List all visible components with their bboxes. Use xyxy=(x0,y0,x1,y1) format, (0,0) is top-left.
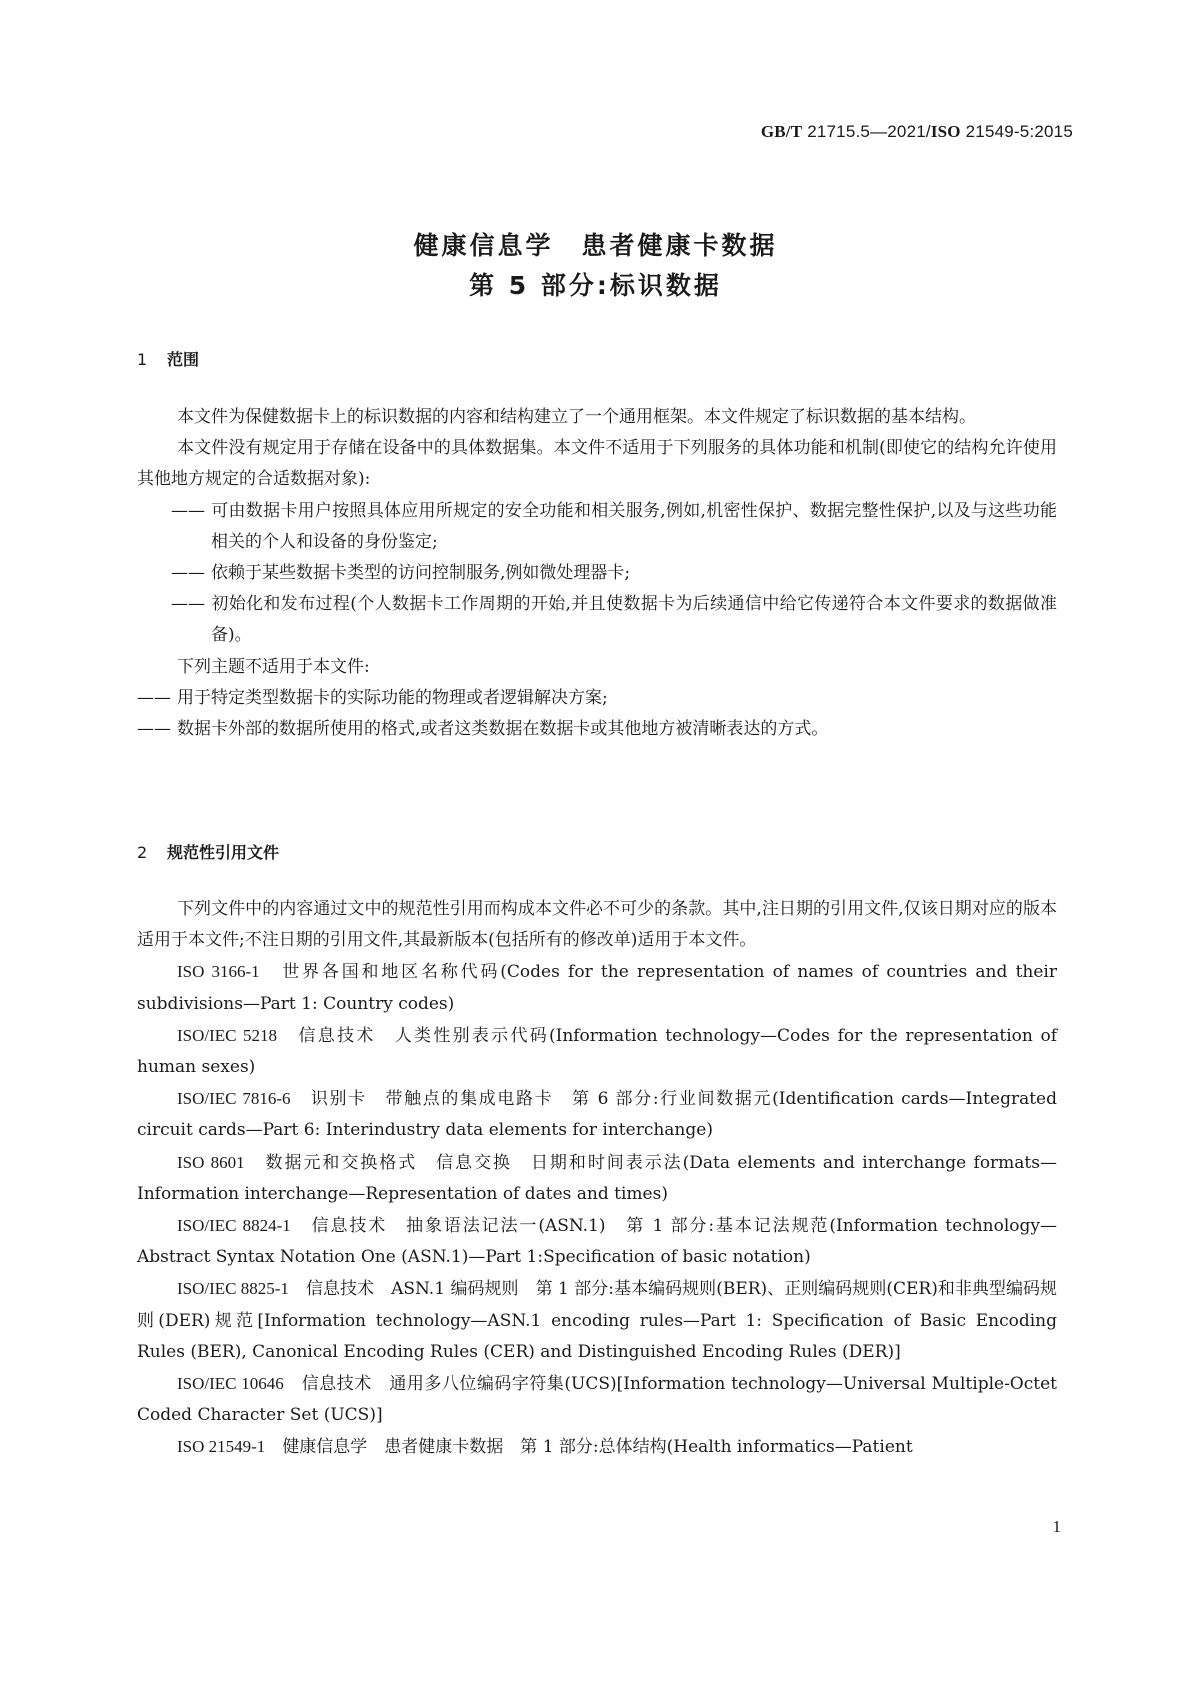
list-item: —— 数据卡外部的数据所使用的格式,或者这类数据在数据卡或其他地方被清晰表达的方式。 xyxy=(137,714,1057,745)
section-2-heading xyxy=(137,840,279,863)
section-1-title: 范围 xyxy=(167,350,200,369)
list-item: —— 用于特定类型数据卡的实际功能的物理或者逻辑解决方案; xyxy=(137,683,1057,714)
dash-mark: —— xyxy=(137,687,171,708)
reference-text: 信息技术 抽象语法记法一(ASN.1) 第 1 部分:基本记法规范(Information technology—Abstract Syntax Notation One (ASN.1)—Part 1:Specification of basic notation) xyxy=(137,1216,1058,1268)
reference-item xyxy=(137,956,1057,1019)
page-number: 1 xyxy=(1052,1517,1061,1536)
reference-item xyxy=(137,1083,1057,1146)
reference-item xyxy=(137,1210,1057,1273)
title-line-1: 健康信息学 患者健康卡数据 xyxy=(413,231,778,260)
reference-code: ISO/IEC 8825-1 xyxy=(177,1279,289,1299)
reference-code: ISO 21549-1 xyxy=(177,1437,266,1457)
reference-text: 健康信息学 患者健康卡数据 第 1 部分:总体结构(Health informatics—Patient xyxy=(282,1437,913,1458)
reference-code: ISO/IEC 8824-1 xyxy=(177,1216,291,1236)
reference-code: ISO 3166-1 xyxy=(177,962,260,982)
paragraph: 本文件为保健数据卡上的标识数据的内容和结构建立了一个通用框架。本文件规定了标识数据的基本结构。 xyxy=(177,407,976,427)
section-2-number: 2 xyxy=(137,843,148,862)
reference-code: ISO/IEC 7816-6 xyxy=(177,1089,291,1109)
list-item: —— 可由数据卡用户按照具体应用所规定的安全功能和相关服务,例如,机密性保护、数据完整性保护,以及与这些功能相关的个人和设备的身份鉴定; xyxy=(137,496,1057,558)
paragraph: 下列文件中的内容通过文中的规范性引用而构成本文件必不可少的条款。其中,注日期的引用文件,仅该日期对应的版本适用于本文件;不注日期的引用文件,其最新版本(包括所有的修改单)适用于本文件。 xyxy=(137,899,1057,951)
standard-code xyxy=(761,122,1073,142)
standard-code-iso-number: 21549-5:2015 xyxy=(965,122,1073,141)
section-1-body xyxy=(137,402,1057,745)
standard-code-prefix: GB/T xyxy=(760,122,803,141)
reference-code: ISO/IEC 5218 xyxy=(177,1025,278,1045)
reference-item xyxy=(137,1273,1057,1368)
dash-mark: —— xyxy=(171,500,205,521)
reference-item xyxy=(137,1368,1057,1431)
reference-code: ISO 8601 xyxy=(177,1152,245,1172)
standard-code-iso: ISO xyxy=(930,122,961,141)
list-item: —— 初始化和发布过程(个人数据卡工作周期的开始,并且使数据卡为后续通信中给它传递符合本文件要求的数据做准备)。 xyxy=(137,589,1057,651)
reference-text: 信息技术 通用多八位编码字符集(UCS)[Information technology—Universal Multiple-Octet Coded Character Set (UCS)] xyxy=(137,1374,1057,1426)
section-2-title: 规范性引用文件 xyxy=(167,843,280,862)
dash-mark: —— xyxy=(171,594,205,615)
dash-mark: —— xyxy=(137,719,171,740)
reference-item xyxy=(137,1431,1057,1463)
reference-text: 信息技术 ASN.1 编码规则 第 1 部分:基本编码规则(BER)、正则编码规则(CER)和非典型编码规则(DER)规范[Information technology—ASN.1 encoding rules—Part 1: Specification of Basic Encoding Rules (BER), Canonical Encoding Rules (CER) and Distinguished Encoding Rules (DER)] xyxy=(137,1279,1057,1362)
title-line-2: 第 5 部分:标识数据 xyxy=(469,271,722,300)
reference-text: 数据元和交换格式 信息交换 日期和时间表示法(Data elements and interchange formats—Information interchange—Representation of dates and times) xyxy=(137,1152,1057,1204)
document-title xyxy=(0,226,1191,306)
standard-code-number: 21715.5—2021/ xyxy=(807,122,931,141)
reference-text: 信息技术 人类性别表示代码(Information technology—Codes for the representation of human sexes) xyxy=(137,1025,1058,1078)
section-2-body xyxy=(137,894,1057,1464)
reference-text: 世界各国和地区名称代码(Codes for the representation of names of countries and their subdivisions—Part 1: Country codes) xyxy=(137,962,1057,1014)
reference-item xyxy=(137,1020,1057,1083)
reference-text: 识别卡 带触点的集成电路卡 第 6 部分:行业间数据元(Identification cards—Integrated circuit cards—Part 6: Interindustry data elements for interchange) xyxy=(137,1089,1057,1141)
section-1-heading xyxy=(137,347,199,370)
paragraph: 下列主题不适用于本文件: xyxy=(177,656,370,677)
list-item: —— 依赖于某些数据卡类型的访问控制服务,例如微处理器卡; xyxy=(137,558,1057,589)
section-1-number: 1 xyxy=(137,350,148,369)
reference-code: ISO/IEC 10646 xyxy=(177,1374,284,1394)
dash-mark: —— xyxy=(171,563,205,584)
paragraph: 本文件没有规定用于存储在设备中的具体数据集。本文件不适用于下列服务的具体功能和机制(即使它的结构允许使用其他地方规定的合适数据对象): xyxy=(137,438,1057,490)
reference-item xyxy=(137,1147,1057,1210)
